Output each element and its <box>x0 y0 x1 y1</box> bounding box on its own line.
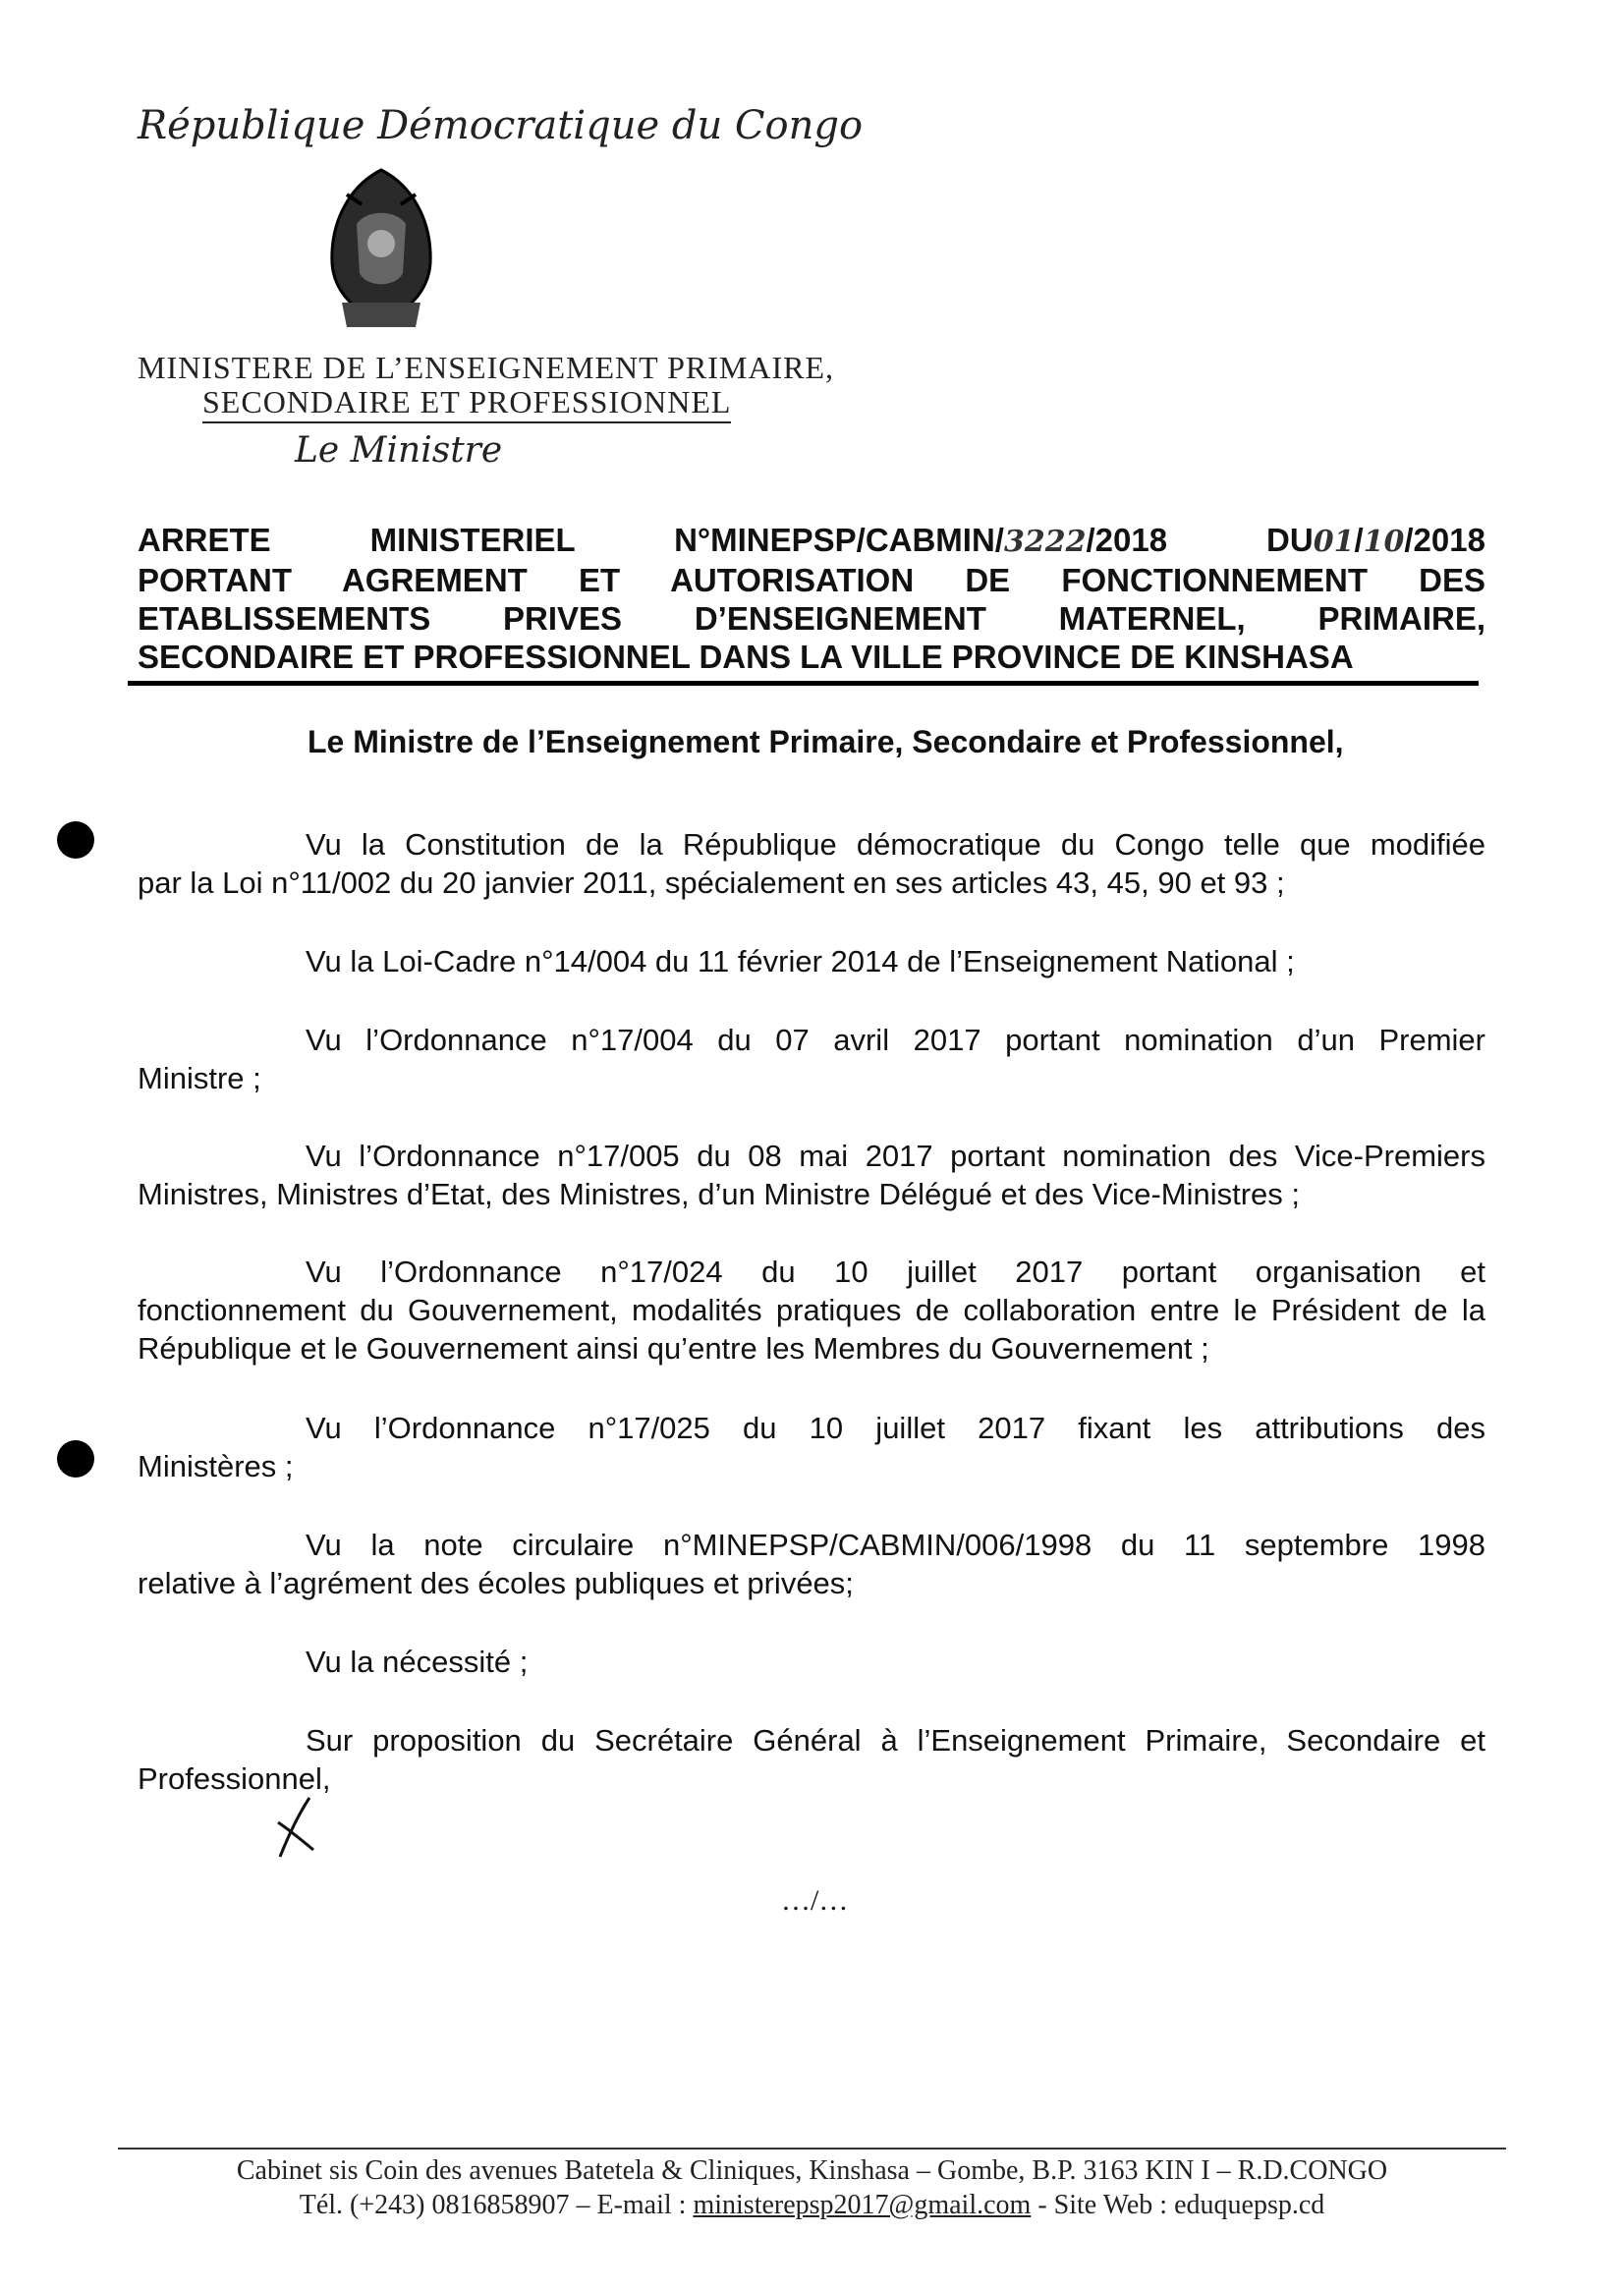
minister-title: Le Ministre <box>295 430 503 471</box>
arrete-line-1: ARRETE MINISTERIEL N°MINEPSP/CABMIN/3222/2018 DU01/10/2018 <box>138 522 1485 559</box>
paragraph-6: Vu l’Ordonnance n°17/025 du 10 juillet 2017 fixant les attributions des Ministères ; <box>138 1411 1485 1483</box>
coat-of-arms-emblem <box>312 165 450 332</box>
ministry-name-line1: MINISTERE DE L’ENSEIGNEMENT PRIMAIRE, <box>138 350 834 385</box>
punch-hole-icon <box>57 1440 94 1478</box>
email-link[interactable]: ministerepsp2017@gmail.com <box>693 2190 1032 2220</box>
footer-address: Cabinet sis Coin des avenues Batetela & Cliniques, Kinshasa – Gombe, B.P. 3163 KIN I – R.D.CONGO <box>236 2155 1388 2186</box>
footer-contact: Tél. (+243) 0816858907 – E-mail : ministerepsp2017@gmail.com - Site Web : eduquepsp.cd <box>299 2190 1325 2220</box>
arrete-title <box>138 521 1485 676</box>
arrete-line-4: SECONDAIRE ET PROFESSIONNEL DANS LA VILLE PROVINCE DE KINSHASA <box>138 639 1354 675</box>
footer-rule <box>118 2148 1506 2150</box>
paragraph-8: Vu la nécessité ; <box>306 1645 529 1679</box>
arrete-number-handwritten: 3222 <box>1003 525 1087 559</box>
continuation-mark: …/… <box>781 1884 849 1917</box>
arrete-line-2: PORTANT AGREMENT ET AUTORISATION DE FONCTIONNEMENT DES <box>138 562 1485 598</box>
arrete-date-prefix: /2018 DU <box>1086 522 1314 558</box>
paragraph-2: Vu la Loi-Cadre n°14/004 du 11 février 2014 de l’Enseignement National ; <box>306 944 1295 978</box>
arrete-year: /2018 <box>1404 522 1485 558</box>
initial-mark <box>270 1793 319 1862</box>
paragraph-7: Vu la note circulaire n°MINEPSP/CABMIN/006/1998 du 11 septembre 1998 relative à l’agrément des écoles publiques et privées; <box>138 1528 1485 1600</box>
minister-subtitle: Le Ministre de l’Enseignement Primaire, Secondaire et Professionnel, <box>308 724 1344 759</box>
paragraph-4: Vu l’Ordonnance n°17/005 du 08 mai 2017 portant nomination des Vice-Premiers Ministres, Ministres d’Etat, des Ministres, d’un Ministre Délégué et des Vice-Ministres ; <box>138 1139 1485 1211</box>
footer <box>118 2153 1506 2222</box>
title-rule <box>128 681 1479 686</box>
republic-heading: République Démocratique du Congo <box>138 103 864 148</box>
paragraph-1: Vu la Constitution de la République démocratique du Congo telle que modifiée par la Loi n°11/002 du 20 janvier 2011, spécialement en ses articles 43, 45, 90 et 93 ; <box>138 827 1485 900</box>
arrete-number-prefix: ARRETE MINISTERIEL N°MINEPSP/CABMIN/ <box>138 522 1004 558</box>
paragraph-9: Sur proposition du Secrétaire Général à l’Enseignement Primaire, Secondaire et Professionnel, <box>138 1723 1485 1796</box>
arrete-day-handwritten: 01 <box>1313 525 1355 559</box>
arrete-month-handwritten: 10 <box>1363 525 1405 559</box>
paragraph-5: Vu l’Ordonnance n°17/024 du 10 juillet 2017 portant organisation et fonctionnement du Gouvernement, modalités pratiques de collaboration entre le Président de la République et le Gouvernement ainsi qu’entre les Membres du Gouvernement ; <box>138 1255 1485 1366</box>
ministry-name-line2: SECONDAIRE ET PROFESSIONNEL <box>202 384 731 423</box>
paragraph-3: Vu l’Ordonnance n°17/004 du 07 avril 2017 portant nomination d’un Premier Ministre ; <box>138 1023 1485 1095</box>
punch-hole-icon <box>57 821 94 859</box>
arrete-line-3: ETABLISSEMENTS PRIVES D’ENSEIGNEMENT MATERNEL, PRIMAIRE, <box>138 600 1485 637</box>
